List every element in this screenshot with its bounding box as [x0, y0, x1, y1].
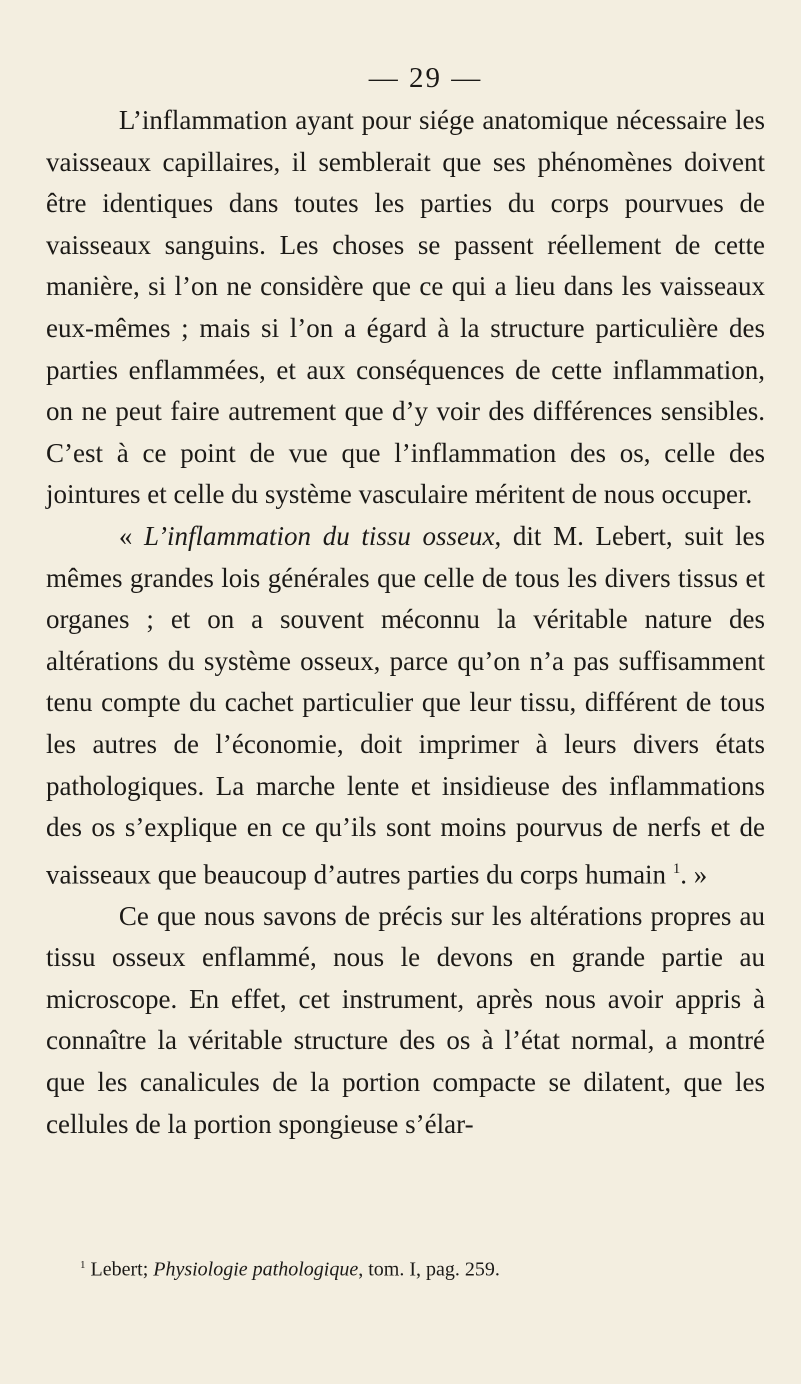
paragraph-2 — [46, 516, 765, 896]
page-number: — 29 — — [368, 62, 483, 94]
opening-quote: « — [118, 520, 145, 551]
paragraph-3: Ce que nous savons de précis sur les altérations propres au tissu osseux enflammé, nous le devons en grande partie au microscope. En effet, cet instrument, après nous avoir appris à connaître la véritable structure des os à l’état normal, a montré que les canalicules de la portion compacte se dilatent, que les cellules de la portion spongieuse s’élar- — [46, 900, 765, 1139]
footnote-mark: 1 — [80, 1259, 86, 1271]
footnote-rest: , tom. I, pag. 259. — [358, 1258, 500, 1281]
italic-phrase: L’inflammation du tissu osseux — [144, 520, 495, 551]
footnote-author: Lebert; — [90, 1258, 154, 1281]
paragraph-1: L’inflammation ayant pour siége anatomique nécessaire les vaisseaux capillaires, il semblerait que ses phénomènes doivent être identiques dans toutes les parties du corps pourvues de vaisseaux sanguins. Les choses se passent réellement de cette manière, si l’on ne considère que ce qui a lieu dans les vaisseaux eux-mêmes ; mais si l’on a égard à la structure particulière des parties enflammées, et aux conséquences de cette inflammation, on ne peut faire autrement que d’y voir des différences sensibles. C’est à ce point de vue que l’inflammation des os, celle des jointures et celle du système vasculaire méritent de nous occuper. — [46, 105, 765, 510]
paragraph-2-text: , dit M. Lebert, suit les mêmes grandes lois générales que celle de tous les divers tissus et organes ; et on a souvent méconnu la véritable nature des altérations du système osseux, parce qu’on n’a pas suffisamment tenu compte du cachet particulier que leur tissu, différent de tous les autres de l’économie, doit imprimer à leurs divers états pathologiques. La marche lente et insidieuse des inflammations des os s’explique en ce qu’ils sont moins pourvus de nerfs et de vaisseaux que beaucoup d’autres parties du corps humain — [46, 520, 765, 890]
footnote-reference: 1 — [672, 860, 681, 877]
footnote — [80, 1252, 500, 1283]
body-text — [46, 100, 765, 1145]
closing-quote: . » — [680, 859, 708, 890]
footnote-title: Physiologie pathologique — [153, 1258, 359, 1281]
